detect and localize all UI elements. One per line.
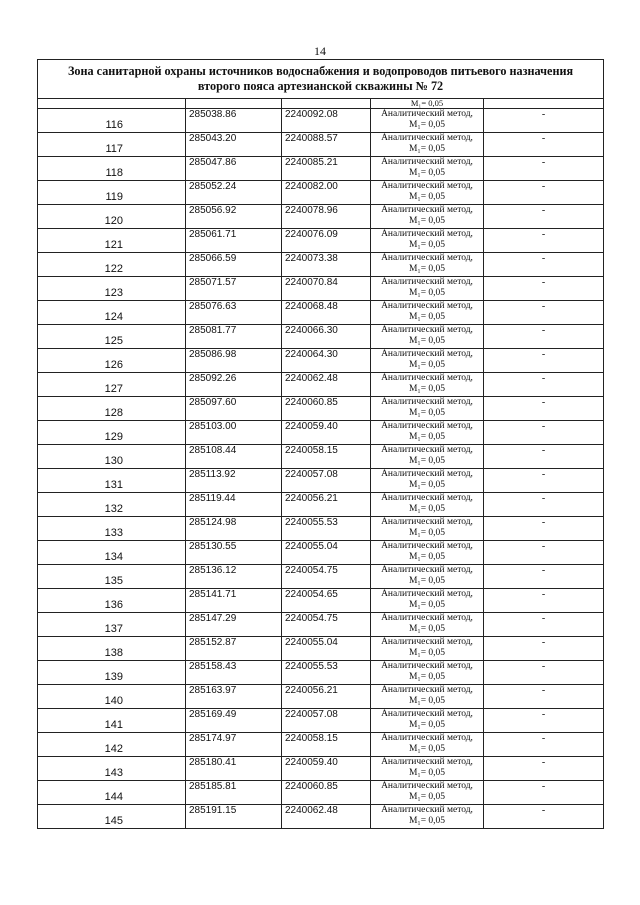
y-coordinate: 2240082.00 — [282, 181, 371, 205]
method-label: Аналитический метод, — [381, 517, 473, 527]
method-label: Аналитический метод, — [381, 205, 473, 215]
method-cell — [371, 565, 484, 589]
x-coordinate: 285180.41 — [186, 757, 282, 781]
x-coordinate: 285052.24 — [186, 181, 282, 205]
dash-cell: - — [484, 589, 604, 613]
method-cell — [371, 589, 484, 613]
table-row — [38, 637, 604, 661]
method-cell — [371, 541, 484, 565]
table-row — [38, 205, 604, 229]
method-label: Аналитический метод, — [381, 181, 473, 191]
dash-cell: - — [484, 445, 604, 469]
table-row — [38, 517, 604, 541]
method-cell — [371, 157, 484, 181]
method-label: Аналитический метод, — [381, 373, 473, 383]
point-number: 136 — [38, 589, 186, 613]
method-label: Аналитический метод, — [381, 565, 473, 575]
y-coordinate: 2240058.15 — [282, 733, 371, 757]
method-accuracy: M₁= 0,05 — [408, 383, 446, 394]
method-label: Аналитический метод, — [381, 661, 473, 671]
x-coordinate: 285038.86 — [186, 109, 282, 133]
method-label: Аналитический метод, — [381, 445, 473, 455]
x-coordinate: 285158.43 — [186, 661, 282, 685]
x-coordinate: 285169.49 — [186, 709, 282, 733]
method-cell — [371, 757, 484, 781]
method-label: Аналитический метод, — [381, 157, 473, 167]
method-label: Аналитический метод, — [381, 733, 473, 743]
point-number: 138 — [38, 637, 186, 661]
method-label: Аналитический метод, — [381, 133, 473, 143]
dash-cell: - — [484, 277, 604, 301]
method-accuracy: M₁= 0,05 — [408, 407, 446, 418]
method-accuracy: M₁= 0,05 — [408, 551, 446, 562]
continuation-method-cell — [371, 99, 484, 109]
method-cell — [371, 181, 484, 205]
point-number: 131 — [38, 469, 186, 493]
method-cell — [371, 781, 484, 805]
table-body — [38, 60, 604, 829]
point-number: 145 — [38, 805, 186, 829]
method-label: Аналитический метод, — [381, 397, 473, 407]
point-number: 129 — [38, 421, 186, 445]
method-label: Аналитический метод, — [381, 469, 473, 479]
dash-cell: - — [484, 685, 604, 709]
table-row — [38, 133, 604, 157]
dash-cell: - — [484, 565, 604, 589]
point-number: 144 — [38, 781, 186, 805]
method-cell — [371, 325, 484, 349]
method-accuracy: M₁= 0,05 — [408, 167, 446, 178]
method-accuracy: M₁= 0,05 — [408, 671, 446, 682]
x-coordinate: 285097.60 — [186, 397, 282, 421]
point-number: 116 — [38, 109, 186, 133]
method-cell — [371, 493, 484, 517]
method-cell — [371, 733, 484, 757]
method-cell — [371, 349, 484, 373]
y-coordinate: 2240066.30 — [282, 325, 371, 349]
x-coordinate: 285092.26 — [186, 373, 282, 397]
dash-cell: - — [484, 421, 604, 445]
title-row — [38, 60, 604, 99]
y-coordinate: 2240056.21 — [282, 685, 371, 709]
y-coordinate: 2240064.30 — [282, 349, 371, 373]
dash-cell: - — [484, 133, 604, 157]
table-row — [38, 157, 604, 181]
method-accuracy: M₁= 0,05 — [408, 263, 446, 274]
x-coordinate: 285152.87 — [186, 637, 282, 661]
y-coordinate: 2240060.85 — [282, 397, 371, 421]
method-accuracy: M₁= 0,05 — [408, 359, 446, 370]
method-cell — [371, 613, 484, 637]
continuation-dash-cell — [484, 99, 604, 109]
point-number: 117 — [38, 133, 186, 157]
method-cell — [371, 133, 484, 157]
x-coordinate: 285086.98 — [186, 349, 282, 373]
table-row — [38, 781, 604, 805]
method-accuracy: M₁= 0,05 — [408, 143, 446, 154]
dash-cell: - — [484, 157, 604, 181]
method-cell — [371, 421, 484, 445]
coordinates-table — [37, 59, 604, 829]
table-row — [38, 493, 604, 517]
method-accuracy: M₁= 0,05 — [408, 503, 446, 514]
table-title-line1: Зона санитарной охраны источников водоснабжения и водопроводов питьевого назначения — [67, 64, 574, 78]
method-cell — [371, 637, 484, 661]
method-cell — [371, 661, 484, 685]
x-coordinate: 285066.59 — [186, 253, 282, 277]
y-coordinate: 2240055.53 — [282, 661, 371, 685]
point-number: 135 — [38, 565, 186, 589]
point-number: 119 — [38, 181, 186, 205]
dash-cell: - — [484, 733, 604, 757]
y-coordinate: 2240054.75 — [282, 565, 371, 589]
method-label: Аналитический метод, — [381, 541, 473, 551]
x-coordinate: 285136.12 — [186, 565, 282, 589]
method-label: Аналитический метод, — [381, 325, 473, 335]
method-cell — [371, 709, 484, 733]
x-coordinate: 285043.20 — [186, 133, 282, 157]
y-coordinate: 2240058.15 — [282, 445, 371, 469]
method-accuracy: M₁= 0,05 — [408, 479, 446, 490]
y-coordinate: 2240068.48 — [282, 301, 371, 325]
point-number: 142 — [38, 733, 186, 757]
method-label: Аналитический метод, — [381, 805, 473, 815]
method-accuracy: M₁= 0,05 — [408, 743, 446, 754]
table-row — [38, 301, 604, 325]
method-accuracy: M₁= 0,05 — [408, 647, 446, 658]
dash-cell: - — [484, 517, 604, 541]
dash-cell: - — [484, 757, 604, 781]
dash-cell: - — [484, 301, 604, 325]
dash-cell: - — [484, 613, 604, 637]
point-number: 143 — [38, 757, 186, 781]
table-row — [38, 805, 604, 829]
method-cell — [371, 805, 484, 829]
y-coordinate: 2240076.09 — [282, 229, 371, 253]
dash-cell: - — [484, 709, 604, 733]
x-coordinate: 285108.44 — [186, 445, 282, 469]
point-number: 141 — [38, 709, 186, 733]
table-row — [38, 445, 604, 469]
method-accuracy: M₁= 0,05 — [408, 791, 446, 802]
point-number: 128 — [38, 397, 186, 421]
x-coordinate: 285081.77 — [186, 325, 282, 349]
method-cell — [371, 253, 484, 277]
point-number: 118 — [38, 157, 186, 181]
method-label: Аналитический метод, — [381, 613, 473, 623]
page-number: 14 — [314, 44, 326, 58]
y-coordinate: 2240070.84 — [282, 277, 371, 301]
y-coordinate: 2240054.75 — [282, 613, 371, 637]
point-number: 125 — [38, 325, 186, 349]
method-label: Аналитический метод, — [381, 781, 473, 791]
method-cell — [371, 205, 484, 229]
x-coordinate: 285185.81 — [186, 781, 282, 805]
table-row — [38, 397, 604, 421]
method-cell — [371, 445, 484, 469]
method-accuracy: M₁= 0,05 — [408, 815, 446, 826]
table-row — [38, 685, 604, 709]
method-label: Аналитический метод, — [381, 229, 473, 239]
y-coordinate: 2240057.08 — [282, 469, 371, 493]
dash-cell: - — [484, 661, 604, 685]
method-cell — [371, 109, 484, 133]
table-row — [38, 421, 604, 445]
x-coordinate: 285163.97 — [186, 685, 282, 709]
method-label: Аналитический метод, — [381, 637, 473, 647]
dash-cell: - — [484, 253, 604, 277]
method-cell — [371, 517, 484, 541]
continuation-method-accuracy: M₁= 0,05 — [410, 98, 444, 108]
dash-cell: - — [484, 205, 604, 229]
point-number: 127 — [38, 373, 186, 397]
y-coordinate: 2240062.48 — [282, 373, 371, 397]
x-coordinate: 285119.44 — [186, 493, 282, 517]
point-number: 134 — [38, 541, 186, 565]
method-label: Аналитический метод, — [381, 253, 473, 263]
dash-cell: - — [484, 181, 604, 205]
dash-cell: - — [484, 493, 604, 517]
x-coordinate: 285147.29 — [186, 613, 282, 637]
x-coordinate: 285130.55 — [186, 541, 282, 565]
y-coordinate: 2240060.85 — [282, 781, 371, 805]
method-cell — [371, 277, 484, 301]
y-coordinate: 2240073.38 — [282, 253, 371, 277]
dash-cell: - — [484, 637, 604, 661]
continuation-num-cell — [38, 99, 186, 109]
dash-cell: - — [484, 781, 604, 805]
point-number: 123 — [38, 277, 186, 301]
point-number: 126 — [38, 349, 186, 373]
table-row — [38, 229, 604, 253]
table-row — [38, 589, 604, 613]
table-title-line2: второго пояса артезианской скважины № 72 — [197, 79, 444, 93]
method-cell — [371, 229, 484, 253]
dash-cell: - — [484, 469, 604, 493]
x-coordinate: 285141.71 — [186, 589, 282, 613]
y-coordinate: 2240059.40 — [282, 421, 371, 445]
method-cell — [371, 301, 484, 325]
table-row — [38, 349, 604, 373]
table-row — [38, 109, 604, 133]
method-accuracy: M₁= 0,05 — [408, 287, 446, 298]
dash-cell: - — [484, 805, 604, 829]
method-label: Аналитический метод, — [381, 421, 473, 431]
table-row — [38, 565, 604, 589]
table-row — [38, 757, 604, 781]
x-coordinate: 285103.00 — [186, 421, 282, 445]
method-cell — [371, 397, 484, 421]
method-accuracy: M₁= 0,05 — [408, 191, 446, 202]
x-coordinate: 285047.86 — [186, 157, 282, 181]
table-row — [38, 373, 604, 397]
y-coordinate: 2240092.08 — [282, 109, 371, 133]
dash-cell: - — [484, 541, 604, 565]
table-row — [38, 469, 604, 493]
dash-cell: - — [484, 325, 604, 349]
x-coordinate: 285056.92 — [186, 205, 282, 229]
dash-cell: - — [484, 349, 604, 373]
method-cell — [371, 685, 484, 709]
method-accuracy: M₁= 0,05 — [408, 623, 446, 634]
x-coordinate: 285113.92 — [186, 469, 282, 493]
table-row — [38, 325, 604, 349]
method-accuracy: M₁= 0,05 — [408, 719, 446, 730]
x-coordinate: 285076.63 — [186, 301, 282, 325]
method-label: Аналитический метод, — [381, 349, 473, 359]
method-accuracy: M₁= 0,05 — [408, 575, 446, 586]
method-label: Аналитический метод, — [381, 685, 473, 695]
table-row — [38, 661, 604, 685]
point-number: 139 — [38, 661, 186, 685]
table-row — [38, 181, 604, 205]
table-row — [38, 733, 604, 757]
y-coordinate: 2240057.08 — [282, 709, 371, 733]
method-label: Аналитический метод, — [381, 757, 473, 767]
continuation-y-cell — [282, 99, 371, 109]
method-accuracy: M₁= 0,05 — [408, 119, 446, 130]
table-row — [38, 709, 604, 733]
x-coordinate: 285191.15 — [186, 805, 282, 829]
y-coordinate: 2240056.21 — [282, 493, 371, 517]
table-row — [38, 613, 604, 637]
method-label: Аналитический метод, — [381, 109, 473, 119]
table-title — [38, 60, 604, 99]
method-accuracy: M₁= 0,05 — [408, 215, 446, 226]
y-coordinate: 2240054.65 — [282, 589, 371, 613]
dash-cell: - — [484, 397, 604, 421]
x-coordinate: 285061.71 — [186, 229, 282, 253]
point-number: 121 — [38, 229, 186, 253]
point-number: 132 — [38, 493, 186, 517]
method-accuracy: M₁= 0,05 — [408, 455, 446, 466]
method-cell — [371, 469, 484, 493]
point-number: 130 — [38, 445, 186, 469]
y-coordinate: 2240088.57 — [282, 133, 371, 157]
method-accuracy: M₁= 0,05 — [408, 239, 446, 250]
method-label: Аналитический метод, — [381, 709, 473, 719]
method-cell — [371, 373, 484, 397]
y-coordinate: 2240055.53 — [282, 517, 371, 541]
table-row — [38, 253, 604, 277]
x-coordinate: 285174.97 — [186, 733, 282, 757]
continuation-row — [38, 99, 604, 109]
point-number: 122 — [38, 253, 186, 277]
method-accuracy: M₁= 0,05 — [408, 695, 446, 706]
point-number: 137 — [38, 613, 186, 637]
method-accuracy: M₁= 0,05 — [408, 767, 446, 778]
point-number: 133 — [38, 517, 186, 541]
method-accuracy: M₁= 0,05 — [408, 431, 446, 442]
table-row — [38, 277, 604, 301]
y-coordinate: 2240055.04 — [282, 541, 371, 565]
point-number: 124 — [38, 301, 186, 325]
method-label: Аналитический метод, — [381, 589, 473, 599]
point-number: 120 — [38, 205, 186, 229]
y-coordinate: 2240059.40 — [282, 757, 371, 781]
continuation-x-cell — [186, 99, 282, 109]
method-accuracy: M₁= 0,05 — [408, 599, 446, 610]
method-label: Аналитический метод, — [381, 493, 473, 503]
y-coordinate: 2240055.04 — [282, 637, 371, 661]
method-accuracy: M₁= 0,05 — [408, 335, 446, 346]
x-coordinate: 285071.57 — [186, 277, 282, 301]
y-coordinate: 2240078.96 — [282, 205, 371, 229]
method-label: Аналитический метод, — [381, 277, 473, 287]
method-label: Аналитический метод, — [381, 301, 473, 311]
dash-cell: - — [484, 109, 604, 133]
method-accuracy: M₁= 0,05 — [408, 311, 446, 322]
method-accuracy: M₁= 0,05 — [408, 527, 446, 538]
table-row — [38, 541, 604, 565]
x-coordinate: 285124.98 — [186, 517, 282, 541]
dash-cell: - — [484, 373, 604, 397]
dash-cell: - — [484, 229, 604, 253]
y-coordinate: 2240085.21 — [282, 157, 371, 181]
point-number: 140 — [38, 685, 186, 709]
y-coordinate: 2240062.48 — [282, 805, 371, 829]
